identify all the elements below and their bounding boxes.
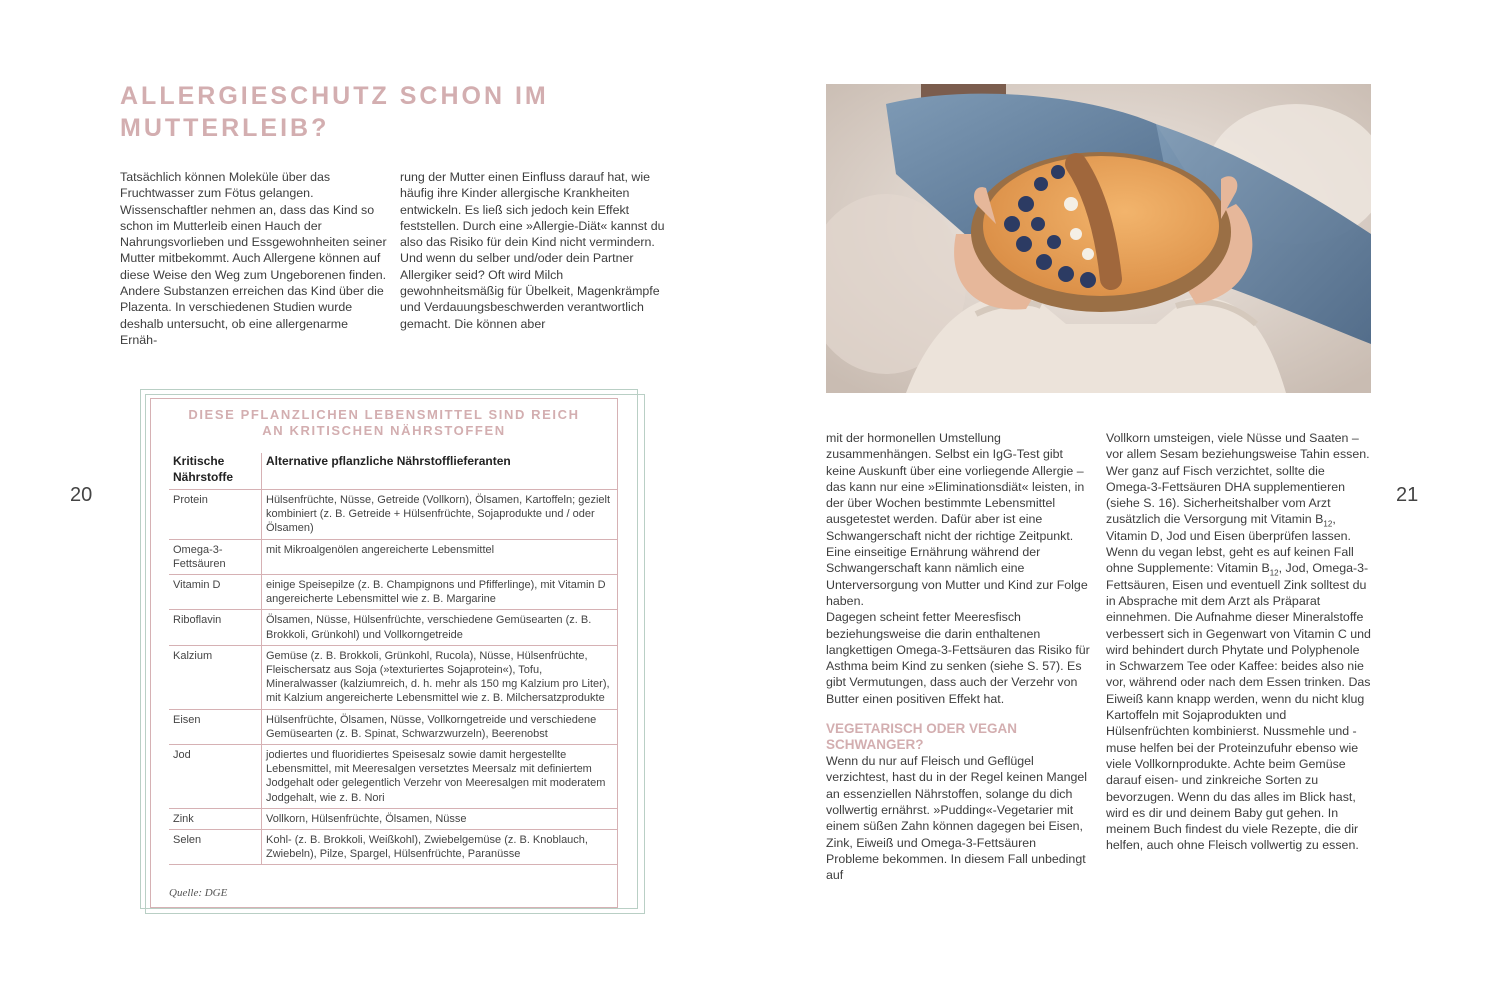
cell-nutrient: Selen: [169, 830, 262, 865]
page-title: [120, 80, 600, 144]
paragraph: mit der hormonellen Umstellung zusammenhängen. Selbst ein IgG-Test gibt keine Auskunft über eine vorliegende Allergie – das kann nur eine »Eliminationsdiät« leisten, in der über Wochen bestimmte Lebensmittel ausgetestet werden. Dafür aber ist eine Schwangerschaft nicht der richtige Zeitpunkt. Eine einseitige Ernährung während der Schwangerschaft kann nämlich eine Unterversorgung von Mutter und Kind zur Folge haben.: [826, 431, 1088, 608]
left-column-2: [400, 169, 668, 332]
cell-nutrient: Vitamin D: [169, 575, 262, 610]
right-column-1: [826, 430, 1091, 883]
page-number-right: 21: [1396, 484, 1419, 506]
paragraph: Tatsächlich können Moleküle über das Fruchtwasser zum Fötus gelangen. Wissenschaftler nehmen an, dass das Kind so schon im Mutterleib einen Hauch der Nahrungsvorlieben und Essgewohnheiten seiner Mutter mitbekommt. Auch Allergene können auf diese Weise den Weg zum Ungeborenen finden. Andere Substanzen erreichen das Kind über die Plazenta. In verschiedenen Studien wurde deshalb untersucht, ob eine allergenarme Ernäh-: [120, 170, 387, 347]
table-source: Quelle: DGE: [169, 887, 228, 899]
title-line-1: ALLERGIESCHUTZ SCHON IM: [120, 82, 549, 110]
cell-sources: Gemüse (z. B. Brokkoli, Grünkohl, Rucola), Nüsse, Hülsenfrüchte, Fleischersatz aus Soja (»texturiertes Sojaprotein«), Tofu, Mineralwasser (kalziumreich, d. h. mehr als 150 mg Kalzium pro Liter), mit Kalzium angereicherte Lebensmittel wie z. B. Milchersatzprodukte: [266, 649, 610, 705]
table-row: [169, 539, 617, 574]
cell-nutrient: Jod: [169, 745, 262, 809]
cell-nutrient: Eisen: [169, 709, 262, 744]
box-title-line-2: AN KRITISCHEN NÄHRSTOFFEN: [262, 423, 506, 438]
box-title: [151, 407, 617, 439]
cell-nutrient: Zink: [169, 808, 262, 829]
cell-sources: Vollkorn, Hülsenfrüchte, Ölsamen, Nüsse: [266, 812, 467, 825]
table-row: [169, 709, 617, 744]
table-row: [169, 645, 617, 709]
subscript: 12: [1269, 568, 1279, 578]
cell-sources: Ölsamen, Nüsse, Hülsenfrüchte, verschiedene Gemüsearten (z. B. Brokkoli, Grünkohl) und Vollkorngetreide: [266, 614, 592, 641]
cell-sources: jodiertes und fluoridiertes Speisesalz sowie damit hergestellte Lebensmittel, mit Meeresalgen versetztes Meersalz mit definiertem Jodgehalt oder gelegentlich Verzehr von Meeresalgen mit moderatem Jodgehalt, wie z. B. Nori: [266, 749, 606, 804]
cell-nutrient: Omega-3-Fettsäuren: [169, 539, 262, 574]
table-row: [169, 808, 617, 829]
header-nutrient: Kritische Nährstoffe: [169, 453, 262, 490]
table-header-row: [169, 453, 617, 490]
smoothie-bowl-photo: [826, 84, 1371, 393]
nutrient-table: [169, 453, 617, 865]
cell-sources: Hülsenfrüchte, Nüsse, Getreide (Vollkorn), Ölsamen, Kartoffeln; gezielt kombiniert (z. B. Getreide + Hülsenfrüchte, Sojaprodukte und / oder Ölsamen): [266, 494, 611, 535]
table-row: [169, 830, 617, 865]
left-column-1: [120, 169, 388, 348]
paragraph: Und wenn du selber und/oder dein Partner Allergiker seid? Oft wird Milch gewohnheitsmäßig für Übelkeit, Magenkrämpfe und Verdauungsbeschwerden verantwortlich gemacht. Die können aber: [400, 251, 660, 331]
cell-nutrient: Protein: [169, 490, 262, 540]
cell-nutrient: Riboflavin: [169, 610, 262, 645]
table-row: [169, 575, 617, 610]
cell-nutrient: Kalzium: [169, 645, 262, 709]
paragraph: Wenn du nur auf Fleisch und Geflügel verzichtest, hast du in der Regel keinen Mangel an essenziellen Nährstoffen, solange du dich vollwertig ernährst. »Pudding«-Vegetarier mit einem süßen Zahn können dagegen bei Eisen, Zink, Eiweiß und Omega-3-Fettsäuren Probleme bekommen. In diesem Fall unbedingt auf: [826, 754, 1088, 883]
right-column-2: [1106, 430, 1372, 854]
cell-sources: Kohl- (z. B. Brokkoli, Weißkohl), Zwiebelgemüse (z. B. Knoblauch, Zwiebeln), Pilze, Spargel, Hülsenfrüchte, Paranüsse: [266, 834, 588, 861]
text-run: Wenn du vegan lebst, geht es auf keinen Fall ohne Supplemente: Vitamin B: [1106, 545, 1354, 576]
paragraph: Dagegen scheint fetter Meeresfisch beziehungsweise die darin enthaltenen langkettigen Omega-3-Fettsäuren das Risiko für Asthma beim Kind zu senken (siehe S. 57). Es gibt Vermutungen, dass auch der Verzehr von Butter einen positiven Effekt hat.: [826, 610, 1090, 706]
cell-sources: Hülsenfrüchte, Ölsamen, Nüsse, Vollkorngetreide und verschiedene Gemüsearten (z. B. Spinat, Schwarzwurzeln), Beerenobst: [266, 713, 597, 740]
paragraph: [1106, 544, 1372, 854]
table-row: [169, 745, 617, 809]
text-run: , Jod, Omega-3-Fettsäuren, Eisen und eventuell Zink solltest du in Absprache mit dem Arzt als Präparat einnehmen. Die Aufnahme dieser Mineralstoffe verbessert sich in Gegenwart von Vitamin C und wird behindert durch Phytate und Polyphenole in Schwarzem Tee oder Kaffee: beides also nie vor, während oder nach dem Essen trinken. Das Eiweiß kann knapp werden, wenn du nicht klug Kartoffeln mit Sojaprodukten und Hülsenfrüchten kombinierst. Nussmehle und -muse helfen bei der Proteinzufuhr ebenso wie viele Vollkornprodukte. Achte beim Gemüse darauf eisen- und zinkreiche Sorten zu bevorzugen. Wenn du das alles im Blick hast, wird es dir und deinem Baby gut gehen. In meinem Buch findest du viele Rezepte, die dir helfen, auch ohne Fleisch vollwertig zu essen.: [1106, 561, 1371, 853]
table-row: [169, 490, 617, 540]
text-run: , Vitamin D, Jod und Eisen überprüfen lassen.: [1106, 512, 1351, 543]
cell-sources: einige Speisepilze (z. B. Champignons und Pfifferlinge), mit Vitamin D angereicherte Lebensmittel wie z. B. Margarine: [266, 579, 606, 606]
paragraph: [1106, 430, 1372, 544]
table-row: [169, 610, 617, 645]
title-line-2: MUTTERLEIB?: [120, 114, 330, 142]
info-box: [150, 398, 618, 908]
section-heading: VEGETARISCH ODER VEGAN SCHWANGER?: [826, 721, 1018, 753]
text-run: Vollkorn umsteigen, viele Nüsse und Saaten – vor allem Sesam beziehungsweise Tahin essen. Wer ganz auf Fisch verzichtet, sollte die Omega-3-Fettsäuren DHA supplementieren (siehe S. 16). Sicherheitshalber vom Arzt zusätzlich die Versorgung mit Vitamin B: [1106, 431, 1370, 527]
paragraph: rung der Mutter einen Einfluss darauf hat, wie häufig ihre Kinder allergische Krankheiten entwickeln. Es ließ sich jedoch kein Effekt feststellen. Durch eine »Allergie-Diät« kannst du also das Risiko für dein Kind nicht vermindern.: [400, 170, 665, 250]
cell-sources: mit Mikroalgenölen angereicherte Lebensmittel: [266, 543, 495, 556]
subscript: 12: [1323, 519, 1333, 529]
box-title-line-1: DIESE PFLANZLICHEN LEBENSMITTEL SIND REICH: [188, 407, 580, 422]
header-sources: Alternative pflanzliche Nährstofflieferanten: [266, 454, 511, 468]
page-number-left: 20: [70, 484, 93, 506]
